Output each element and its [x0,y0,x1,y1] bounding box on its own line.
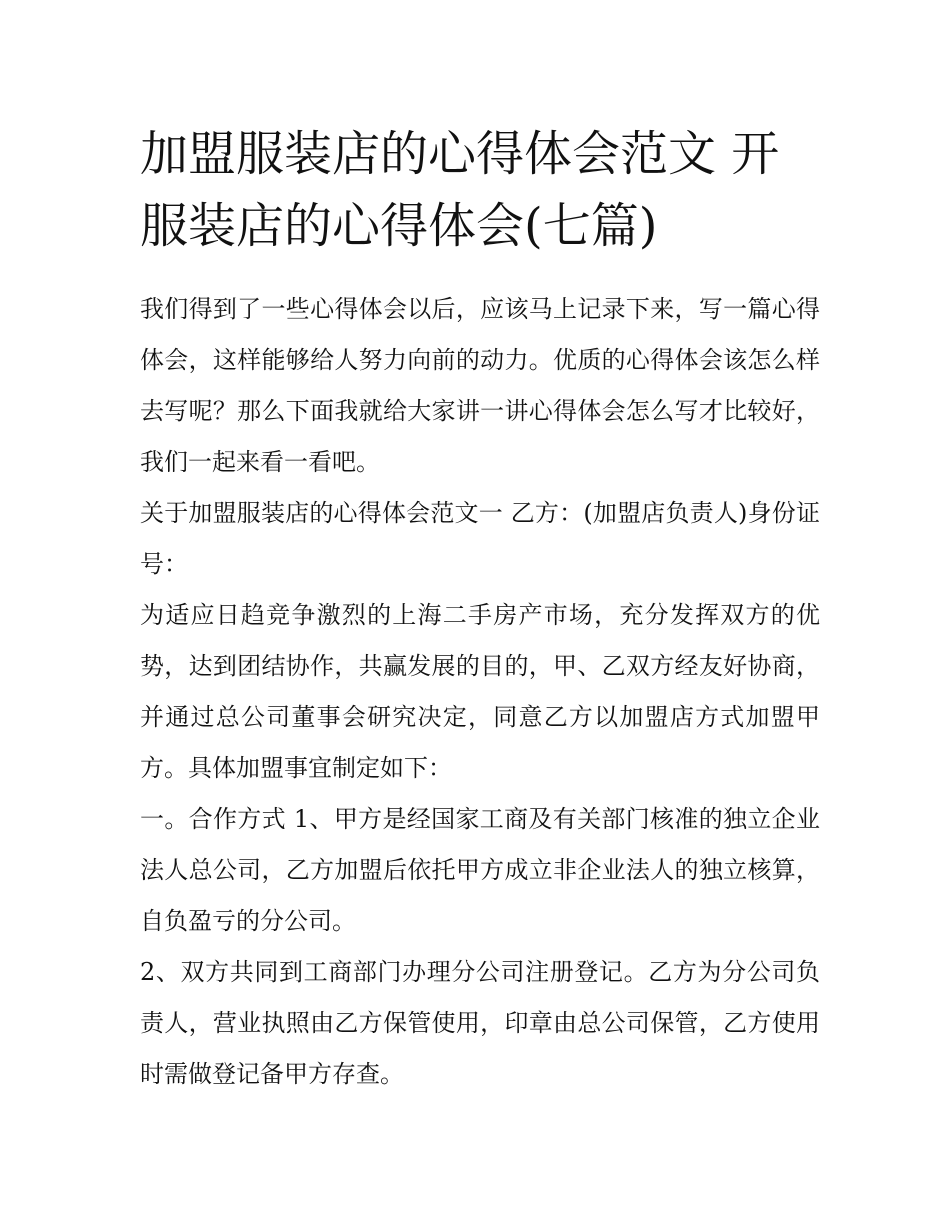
document-page [140,118,820,1100]
cooperation-clause-2: 2、双方共同到工商部门办理分公司注册登记。乙方为分公司负责人，营业执照由乙方保管使用，印章由总公司保管，乙方使用时需做登记备甲方存查。 [140,958,820,1088]
purpose-paragraph: 为适应日趋竞争激烈的上海二手房产市场，充分发挥双方的优势，达到团结协作，共赢发展的目的，甲、乙双方经友好协商，并通过总公司董事会研究决定，同意乙方以加盟店方式加盟甲方。具体加盟事宜制定如下： [140,601,820,782]
document-title: 加盟服装店的心得体会范文 开服装店的心得体会(七篇) [140,126,780,254]
intro-paragraph: 我们得到了一些心得体会以后，应该马上记录下来，写一篇心得体会，这样能够给人努力向前的动力。优质的心得体会该怎么样去写呢？那么下面我就给大家讲一讲心得体会怎么写才比较好，我们一起来看一看吧。 [140,295,820,476]
cooperation-clause-1: 一。合作方式 1、甲方是经国家工商及有关部门核准的独立企业法人总公司，乙方加盟后依托甲方成立非企业法人的独立核算，自负盈亏的分公司。 [140,805,820,935]
section-heading-paragraph: 关于加盟服装店的心得体会范文一 乙方：(加盟店负责人)身份证号： [140,499,820,578]
